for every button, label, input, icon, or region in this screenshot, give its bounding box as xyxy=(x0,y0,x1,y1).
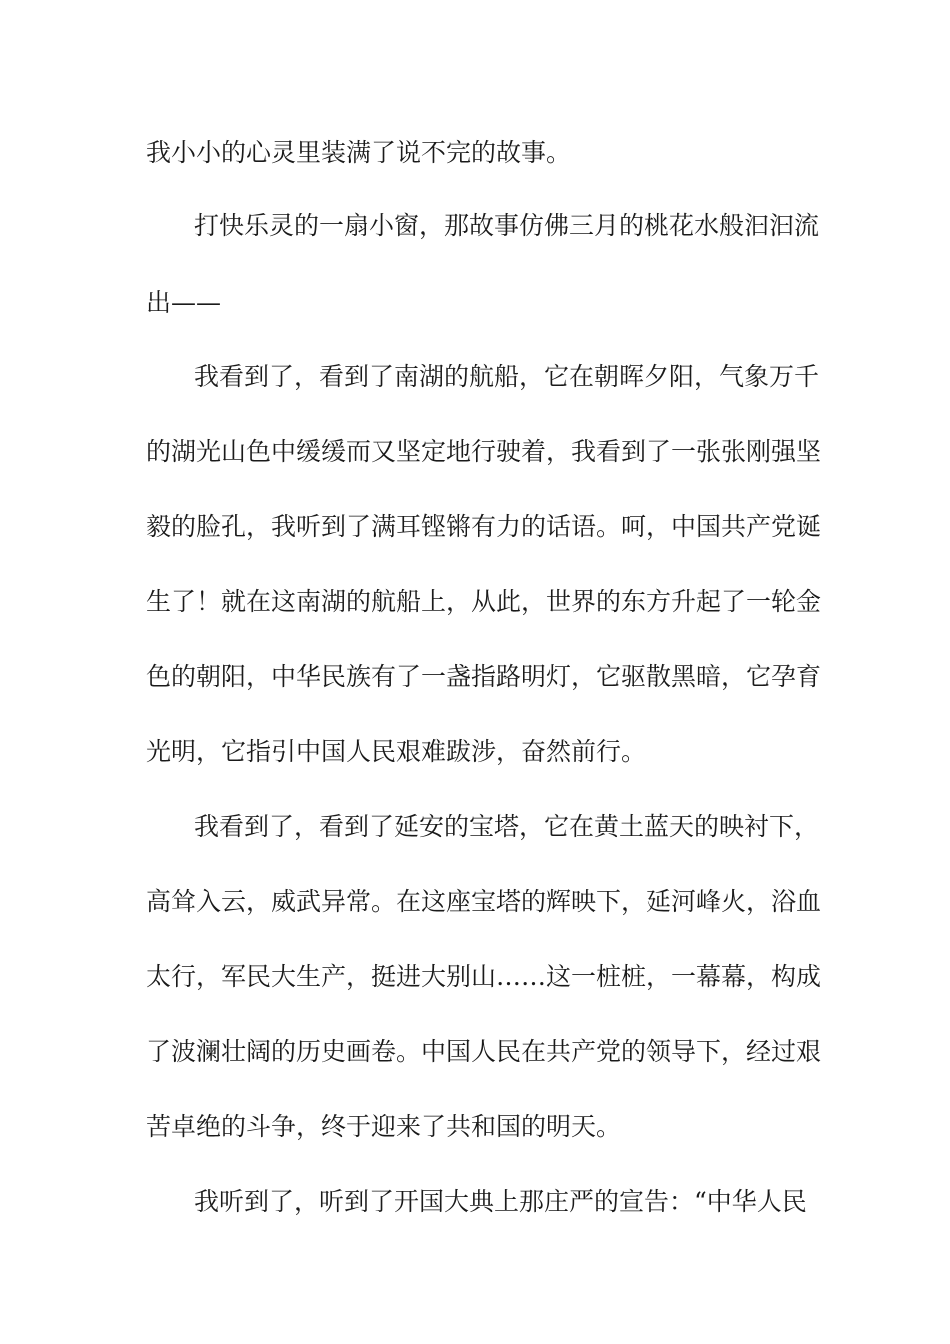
paragraph-4-line-4: 了波澜壮阔的历史画卷。中国人民在共产党的领导下，经过艰 xyxy=(146,1037,822,1066)
paragraph-4-line-1: 我看到了，看到了延安的宝塔，它在黄土蓝天的映衬下， xyxy=(194,812,820,841)
paragraph-2-line-2: 出—— xyxy=(146,288,222,317)
paragraph-3-line-5: 色的朝阳，中华民族有了一盏指路明灯，它驱散黑暗，它孕育 xyxy=(146,662,822,691)
paragraph-3-line-3: 毅的脸孔，我听到了满耳铿锵有力的话语。呵，中国共产党诞 xyxy=(146,512,822,541)
paragraph-4-line-3: 太行，军民大生产，挺进大别山……这一桩桩，一幕幕，构成 xyxy=(146,962,822,991)
paragraph-3-line-4: 生了！就在这南湖的航船上，从此，世界的东方升起了一轮金 xyxy=(146,587,822,616)
paragraph-3-line-2: 的湖光山色中缓缓而又坚定地行驶着，我看到了一张张刚强坚 xyxy=(146,437,822,466)
paragraph-3-line-1: 我看到了，看到了南湖的航船，它在朝晖夕阳，气象万千 xyxy=(194,362,820,391)
paragraph-3-line-6: 光明，它指引中国人民艰难跋涉，奋然前行。 xyxy=(146,737,647,766)
paragraph-2-line-1: 打快乐灵的一扇小窗，那故事仿佛三月的桃花水般汩汩流 xyxy=(194,211,820,240)
paragraph-5-line-1: 我听到了，听到了开国大典上那庄严的宣告：“中华人民 xyxy=(194,1187,807,1216)
paragraph-4-line-2: 高耸入云，威武异常。在这座宝塔的辉映下，延河峰火，浴血 xyxy=(146,887,822,916)
text-line-1: 我小小的心灵里装满了说不完的故事。 xyxy=(146,138,572,167)
paragraph-4-line-5: 苦卓绝的斗争，终于迎来了共和国的明天。 xyxy=(146,1112,622,1141)
